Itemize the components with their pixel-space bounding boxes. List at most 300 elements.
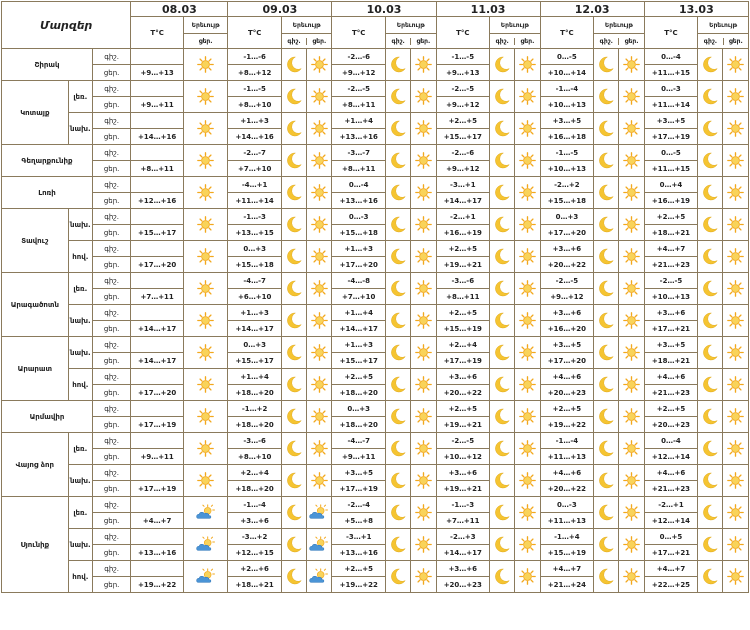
forecast-row xyxy=(2,177,749,193)
temperature-value: +11…+14 xyxy=(228,193,282,209)
moon-icon xyxy=(490,497,515,529)
sun-icon xyxy=(307,305,332,337)
temperature-value: +11…+13 xyxy=(540,513,594,529)
temperature-value: +19…+21 xyxy=(436,481,490,497)
region-name: Կոտայք xyxy=(2,81,69,145)
temperature-value: -2…-5 xyxy=(332,81,386,97)
moon-icon xyxy=(386,177,411,209)
moon-icon xyxy=(594,561,619,593)
temperature-value: +11…+14 xyxy=(644,97,698,113)
sun-icon xyxy=(183,305,227,337)
forecast-row xyxy=(2,561,749,577)
temperature-value: +7…+10 xyxy=(228,161,282,177)
temperature-value: -2…+1 xyxy=(644,497,698,513)
sun-icon xyxy=(619,401,644,433)
temperature-value: +18…+20 xyxy=(228,385,282,401)
sun-icon xyxy=(183,433,227,465)
sun-icon xyxy=(515,113,540,145)
moon-icon xyxy=(594,177,619,209)
sun-icon xyxy=(723,497,749,529)
zone-label: նախ. xyxy=(68,529,92,561)
night-subheader: գիշ. xyxy=(490,38,515,45)
temperature-value: +17…+19 xyxy=(436,353,490,369)
sun-icon xyxy=(183,145,227,177)
time-of-day: գիշ. xyxy=(92,497,130,513)
region-name: Լոռի xyxy=(2,177,93,209)
moon-icon xyxy=(281,305,306,337)
moon-icon xyxy=(386,209,411,241)
time-of-day: ցեր. xyxy=(92,225,130,241)
time-of-day: գիշ. xyxy=(92,305,130,321)
temperature-value: -1…-5 xyxy=(540,145,594,161)
sun-icon xyxy=(515,241,540,273)
moon-icon xyxy=(386,497,411,529)
temperature-value: 0…+3 xyxy=(228,241,282,257)
sun-icon xyxy=(515,273,540,305)
forecast-row xyxy=(2,529,749,545)
temperature-value: +20…+23 xyxy=(540,385,594,401)
temperature-value: +9…+12 xyxy=(540,289,594,305)
temperature-value: +4…+6 xyxy=(644,369,698,385)
temperature-value xyxy=(131,209,184,225)
sun-icon xyxy=(619,241,644,273)
date-header: 09.03 xyxy=(228,2,332,17)
sun-icon xyxy=(411,561,436,593)
moon-icon xyxy=(386,305,411,337)
temperature-value: +3…+5 xyxy=(332,465,386,481)
temperature-value: +2…+5 xyxy=(332,369,386,385)
temperature-value: -1…-4 xyxy=(228,497,282,513)
moon-icon xyxy=(594,497,619,529)
date-header: 12.03 xyxy=(540,2,644,17)
temperature-value: +14…+16 xyxy=(131,129,184,145)
temperature-value: +11…+15 xyxy=(644,65,698,81)
zone-label: նախ. xyxy=(68,465,92,497)
temperature-value: +3…+5 xyxy=(644,337,698,353)
moon-icon xyxy=(698,529,723,561)
sun-icon xyxy=(411,49,436,81)
temperature-value: -4…+1 xyxy=(228,177,282,193)
moon-icon xyxy=(594,145,619,177)
zone-label: լեռ. xyxy=(68,497,92,529)
temperature-value: -2…-5 xyxy=(540,273,594,289)
temperature-value: +4…+7 xyxy=(644,241,698,257)
temperature-value: +1…+4 xyxy=(332,305,386,321)
sun-icon xyxy=(619,497,644,529)
temperature-value: +4…+7 xyxy=(644,561,698,577)
sun-icon xyxy=(183,273,227,305)
sun-icon xyxy=(307,433,332,465)
temperature-value: +14…+17 xyxy=(332,321,386,337)
sun-icon xyxy=(723,433,749,465)
temperature-value: +12…+14 xyxy=(644,449,698,465)
temperature-value: +21…+24 xyxy=(540,577,594,593)
moon-icon xyxy=(490,529,515,561)
moon-icon xyxy=(490,465,515,497)
moon-icon xyxy=(594,369,619,401)
temperature-value: +20…+22 xyxy=(540,257,594,273)
region-name: Արարատ xyxy=(2,337,69,401)
temperature-value: 0…+4 xyxy=(644,177,698,193)
temperature-value xyxy=(131,49,184,65)
sun-icon xyxy=(183,113,227,145)
sun-icon xyxy=(183,177,227,209)
temperature-value: -3…-6 xyxy=(436,273,490,289)
time-of-day: գիշ. xyxy=(92,337,130,353)
temperature-value: 0…+3 xyxy=(228,337,282,353)
temperature-value: -3…+2 xyxy=(228,529,282,545)
time-of-day: գիշ. xyxy=(92,561,130,577)
day-subheader: ցեր. xyxy=(624,37,639,45)
sun-icon xyxy=(411,241,436,273)
temperature-value: +12…+14 xyxy=(644,513,698,529)
temperature-value: +17…+20 xyxy=(540,225,594,241)
regions-title: Մարզեր xyxy=(2,2,131,49)
moon-icon xyxy=(594,465,619,497)
temperature-value: +20…+22 xyxy=(436,385,490,401)
time-of-day: ցեր. xyxy=(92,97,130,113)
temperature-value: -2…-7 xyxy=(228,145,282,161)
sun-icon xyxy=(515,465,540,497)
time-of-day: ցեր. xyxy=(92,353,130,369)
moon-icon xyxy=(386,273,411,305)
sun-icon xyxy=(619,273,644,305)
temperature-value: +4…+6 xyxy=(540,369,594,385)
temperature-value: +16…+19 xyxy=(644,193,698,209)
temperature-value: +17…+21 xyxy=(644,545,698,561)
time-of-day: գիշ. xyxy=(92,81,130,97)
sun-icon xyxy=(411,113,436,145)
temperature-value: +2…+6 xyxy=(228,561,282,577)
temperature-value: -2…-4 xyxy=(332,497,386,513)
temperature-value: 0…+3 xyxy=(540,209,594,225)
moon-icon xyxy=(490,337,515,369)
day-subheader: ցեր. xyxy=(183,34,227,49)
moon-icon xyxy=(594,81,619,113)
sun-icon xyxy=(619,305,644,337)
temperature-value: +22…+25 xyxy=(644,577,698,593)
zone-label: լեռ. xyxy=(68,433,92,465)
sun-icon xyxy=(515,369,540,401)
moon-icon xyxy=(281,561,306,593)
time-of-day: գիշ. xyxy=(92,529,130,545)
sun-icon xyxy=(411,529,436,561)
temperature-value: +14…+17 xyxy=(131,321,184,337)
temperature-value: +7…+10 xyxy=(332,289,386,305)
moon-icon xyxy=(386,433,411,465)
day-subheader: ցեր. xyxy=(312,37,327,45)
forecast-row xyxy=(2,113,749,129)
moon-icon xyxy=(490,273,515,305)
temperature-value: +3…+6 xyxy=(436,369,490,385)
temperature-value xyxy=(131,497,184,513)
region-name: Շիրակ xyxy=(2,49,93,81)
day-subheader: ցեր. xyxy=(416,37,431,45)
time-of-day: գիշ. xyxy=(92,145,130,161)
sun-icon xyxy=(183,401,227,433)
sun-icon xyxy=(723,369,749,401)
sun-icon xyxy=(307,369,332,401)
phenomenon-header: Երեւույթ xyxy=(490,17,541,34)
moon-icon xyxy=(490,49,515,81)
temperature-value: +10…+12 xyxy=(436,449,490,465)
sun-icon xyxy=(619,177,644,209)
moon-icon xyxy=(594,209,619,241)
zone-label: նախ. xyxy=(68,337,92,369)
moon-icon xyxy=(490,145,515,177)
moon-icon xyxy=(698,305,723,337)
sun-icon xyxy=(723,145,749,177)
temperature-value: +3…+5 xyxy=(540,337,594,353)
time-of-day: ցեր. xyxy=(92,545,130,561)
sun-icon xyxy=(619,561,644,593)
sun-icon xyxy=(723,81,749,113)
sun-icon xyxy=(723,529,749,561)
temperature-value: +3…+6 xyxy=(540,305,594,321)
forecast-row xyxy=(2,497,749,513)
temperature-value: +2…+5 xyxy=(436,241,490,257)
moon-icon xyxy=(698,401,723,433)
temperature-value: +4…+6 xyxy=(644,465,698,481)
cloud-sun-icon xyxy=(183,529,227,561)
temperature-value: +9…+11 xyxy=(332,449,386,465)
temperature-value: +2…+5 xyxy=(644,209,698,225)
temperature-value: -1…-3 xyxy=(436,497,490,513)
moon-icon xyxy=(386,337,411,369)
temperature-value: -1…+2 xyxy=(228,401,282,417)
temperature-value xyxy=(131,145,184,161)
sun-icon xyxy=(307,81,332,113)
night-subheader: գիշ. xyxy=(282,38,307,45)
temperature-value: +11…+15 xyxy=(644,161,698,177)
moon-icon xyxy=(594,433,619,465)
time-of-day: գիշ. xyxy=(92,177,130,193)
temperature-value: +15…+18 xyxy=(332,225,386,241)
moon-icon xyxy=(698,337,723,369)
temperature-value: +15…+19 xyxy=(540,545,594,561)
temperature-value: +10…+13 xyxy=(540,161,594,177)
temperature-value: -2…-5 xyxy=(644,273,698,289)
moon-icon xyxy=(281,209,306,241)
temperature-value: +21…+23 xyxy=(644,257,698,273)
sun-icon xyxy=(307,113,332,145)
moon-icon xyxy=(594,401,619,433)
time-of-day: գիշ. xyxy=(92,273,130,289)
moon-icon xyxy=(490,209,515,241)
sun-icon xyxy=(307,273,332,305)
time-of-day: ցեր. xyxy=(92,193,130,209)
temperature-header: T°C xyxy=(131,17,184,49)
night-day-subheader xyxy=(490,34,541,49)
time-of-day: գիշ. xyxy=(92,113,130,129)
night-day-subheader xyxy=(281,34,332,49)
temperature-value: -1…-6 xyxy=(228,49,282,65)
sun-icon xyxy=(307,145,332,177)
moon-icon xyxy=(281,145,306,177)
sun-icon xyxy=(619,209,644,241)
temperature-value: 0…-4 xyxy=(644,49,698,65)
moon-icon xyxy=(698,497,723,529)
time-of-day: ցեր. xyxy=(92,513,130,529)
region-name: Արմավիր xyxy=(2,401,93,433)
moon-icon xyxy=(698,561,723,593)
forecast-row xyxy=(2,49,749,65)
moon-icon xyxy=(594,273,619,305)
zone-label: հով. xyxy=(68,241,92,273)
sun-icon xyxy=(183,369,227,401)
day-subheader: ցեր. xyxy=(728,37,743,45)
sun-icon xyxy=(307,209,332,241)
phenomenon-header: Երեւույթ xyxy=(386,17,437,34)
time-of-day: ցեր. xyxy=(92,321,130,337)
moon-icon xyxy=(386,465,411,497)
temperature-value: +1…+3 xyxy=(332,337,386,353)
temperature-value: +9…+12 xyxy=(332,65,386,81)
temperature-value: +9…+12 xyxy=(436,161,490,177)
date-header: 13.03 xyxy=(644,2,748,17)
forecast-table xyxy=(1,1,749,593)
temperature-value: -1…-4 xyxy=(540,433,594,449)
temperature-value: +12…+15 xyxy=(228,545,282,561)
sun-icon xyxy=(183,465,227,497)
temperature-value: +9…+13 xyxy=(131,65,184,81)
temperature-value xyxy=(131,81,184,97)
sun-icon xyxy=(411,81,436,113)
sun-icon xyxy=(723,273,749,305)
temperature-value: +4…+7 xyxy=(131,513,184,529)
temperature-value: -1…-5 xyxy=(436,49,490,65)
sun-icon xyxy=(619,113,644,145)
sun-icon xyxy=(619,369,644,401)
temperature-value xyxy=(131,561,184,577)
sun-icon xyxy=(411,369,436,401)
moon-icon xyxy=(281,113,306,145)
temperature-value: +3…+6 xyxy=(436,465,490,481)
temperature-value: 0…-3 xyxy=(540,497,594,513)
temperature-value: +17…+20 xyxy=(540,353,594,369)
temperature-value: +7…+11 xyxy=(436,513,490,529)
temperature-value: +16…+19 xyxy=(436,225,490,241)
temperature-value: +12…+16 xyxy=(131,193,184,209)
temperature-value: +19…+21 xyxy=(436,257,490,273)
moon-icon xyxy=(281,337,306,369)
moon-icon xyxy=(698,241,723,273)
time-of-day: ցեր. xyxy=(92,481,130,497)
moon-icon xyxy=(281,433,306,465)
sun-icon xyxy=(307,241,332,273)
temperature-value: +8…+11 xyxy=(332,97,386,113)
time-of-day: ցեր. xyxy=(92,129,130,145)
moon-icon xyxy=(386,401,411,433)
sun-icon xyxy=(411,145,436,177)
temperature-header: T°C xyxy=(644,17,698,49)
day-subheader: ցեր. xyxy=(520,37,535,45)
temperature-value: +2…+5 xyxy=(436,305,490,321)
zone-label: հով. xyxy=(68,369,92,401)
date-header: 11.03 xyxy=(436,2,540,17)
phenomenon-header: Երեւույթ xyxy=(281,17,332,34)
temperature-value: +15…+17 xyxy=(436,129,490,145)
temperature-value xyxy=(131,529,184,545)
temperature-value: +17…+19 xyxy=(644,129,698,145)
temperature-value: -4…-7 xyxy=(332,433,386,449)
moon-icon xyxy=(386,561,411,593)
temperature-value: -3…+1 xyxy=(332,529,386,545)
temperature-value: +14…+17 xyxy=(131,353,184,369)
sun-icon xyxy=(515,305,540,337)
sun-icon xyxy=(183,81,227,113)
moon-icon xyxy=(281,49,306,81)
temperature-value: +15…+18 xyxy=(228,257,282,273)
moon-icon xyxy=(281,401,306,433)
temperature-value: +8…+11 xyxy=(332,161,386,177)
forecast-row xyxy=(2,369,749,385)
temperature-header: T°C xyxy=(332,17,386,49)
temperature-value: +17…+19 xyxy=(131,417,184,433)
temperature-value: +17…+19 xyxy=(131,481,184,497)
temperature-value: -3…+1 xyxy=(436,177,490,193)
sun-icon xyxy=(183,337,227,369)
temperature-value: +19…+22 xyxy=(332,577,386,593)
moon-icon xyxy=(698,465,723,497)
zone-label: նախ. xyxy=(68,209,92,241)
temperature-value: +19…+22 xyxy=(540,417,594,433)
phenomenon-header: Երեւույթ xyxy=(698,17,749,34)
temperature-value: -2…+3 xyxy=(436,529,490,545)
sun-icon xyxy=(619,465,644,497)
temperature-value: +14…+17 xyxy=(436,545,490,561)
sun-icon xyxy=(619,337,644,369)
temperature-value xyxy=(131,177,184,193)
cloud-sun-icon xyxy=(183,497,227,529)
temperature-header: T°C xyxy=(436,17,490,49)
time-of-day: գիշ. xyxy=(92,465,130,481)
moon-icon xyxy=(281,369,306,401)
temperature-value: +10…+13 xyxy=(644,289,698,305)
night-day-subheader xyxy=(698,34,749,49)
temperature-value: 0…-3 xyxy=(644,81,698,97)
temperature-value xyxy=(131,305,184,321)
temperature-value: +8…+11 xyxy=(131,161,184,177)
sun-icon xyxy=(619,49,644,81)
moon-icon xyxy=(281,241,306,273)
moon-icon xyxy=(490,177,515,209)
sun-icon xyxy=(411,401,436,433)
region-name: Արագածոտն xyxy=(2,273,69,337)
sun-icon xyxy=(307,177,332,209)
sun-icon xyxy=(723,241,749,273)
phenomenon-header: Երեւույթ xyxy=(594,17,645,34)
sun-icon xyxy=(515,433,540,465)
temperature-value: -1…-4 xyxy=(540,81,594,97)
temperature-value xyxy=(131,433,184,449)
sun-icon xyxy=(515,401,540,433)
temperature-value: +16…+20 xyxy=(540,321,594,337)
date-header: 08.03 xyxy=(131,2,228,17)
temperature-header: T°C xyxy=(540,17,594,49)
temperature-value: +10…+13 xyxy=(540,97,594,113)
moon-icon xyxy=(386,81,411,113)
temperature-value: -4…-7 xyxy=(228,273,282,289)
temperature-value: -1…-3 xyxy=(228,209,282,225)
forecast-row xyxy=(2,305,749,321)
temperature-value: +1…+4 xyxy=(228,369,282,385)
temperature-value: +6…+10 xyxy=(228,289,282,305)
sun-icon xyxy=(307,465,332,497)
sun-icon xyxy=(411,497,436,529)
forecast-row xyxy=(2,273,749,289)
sun-icon xyxy=(619,433,644,465)
